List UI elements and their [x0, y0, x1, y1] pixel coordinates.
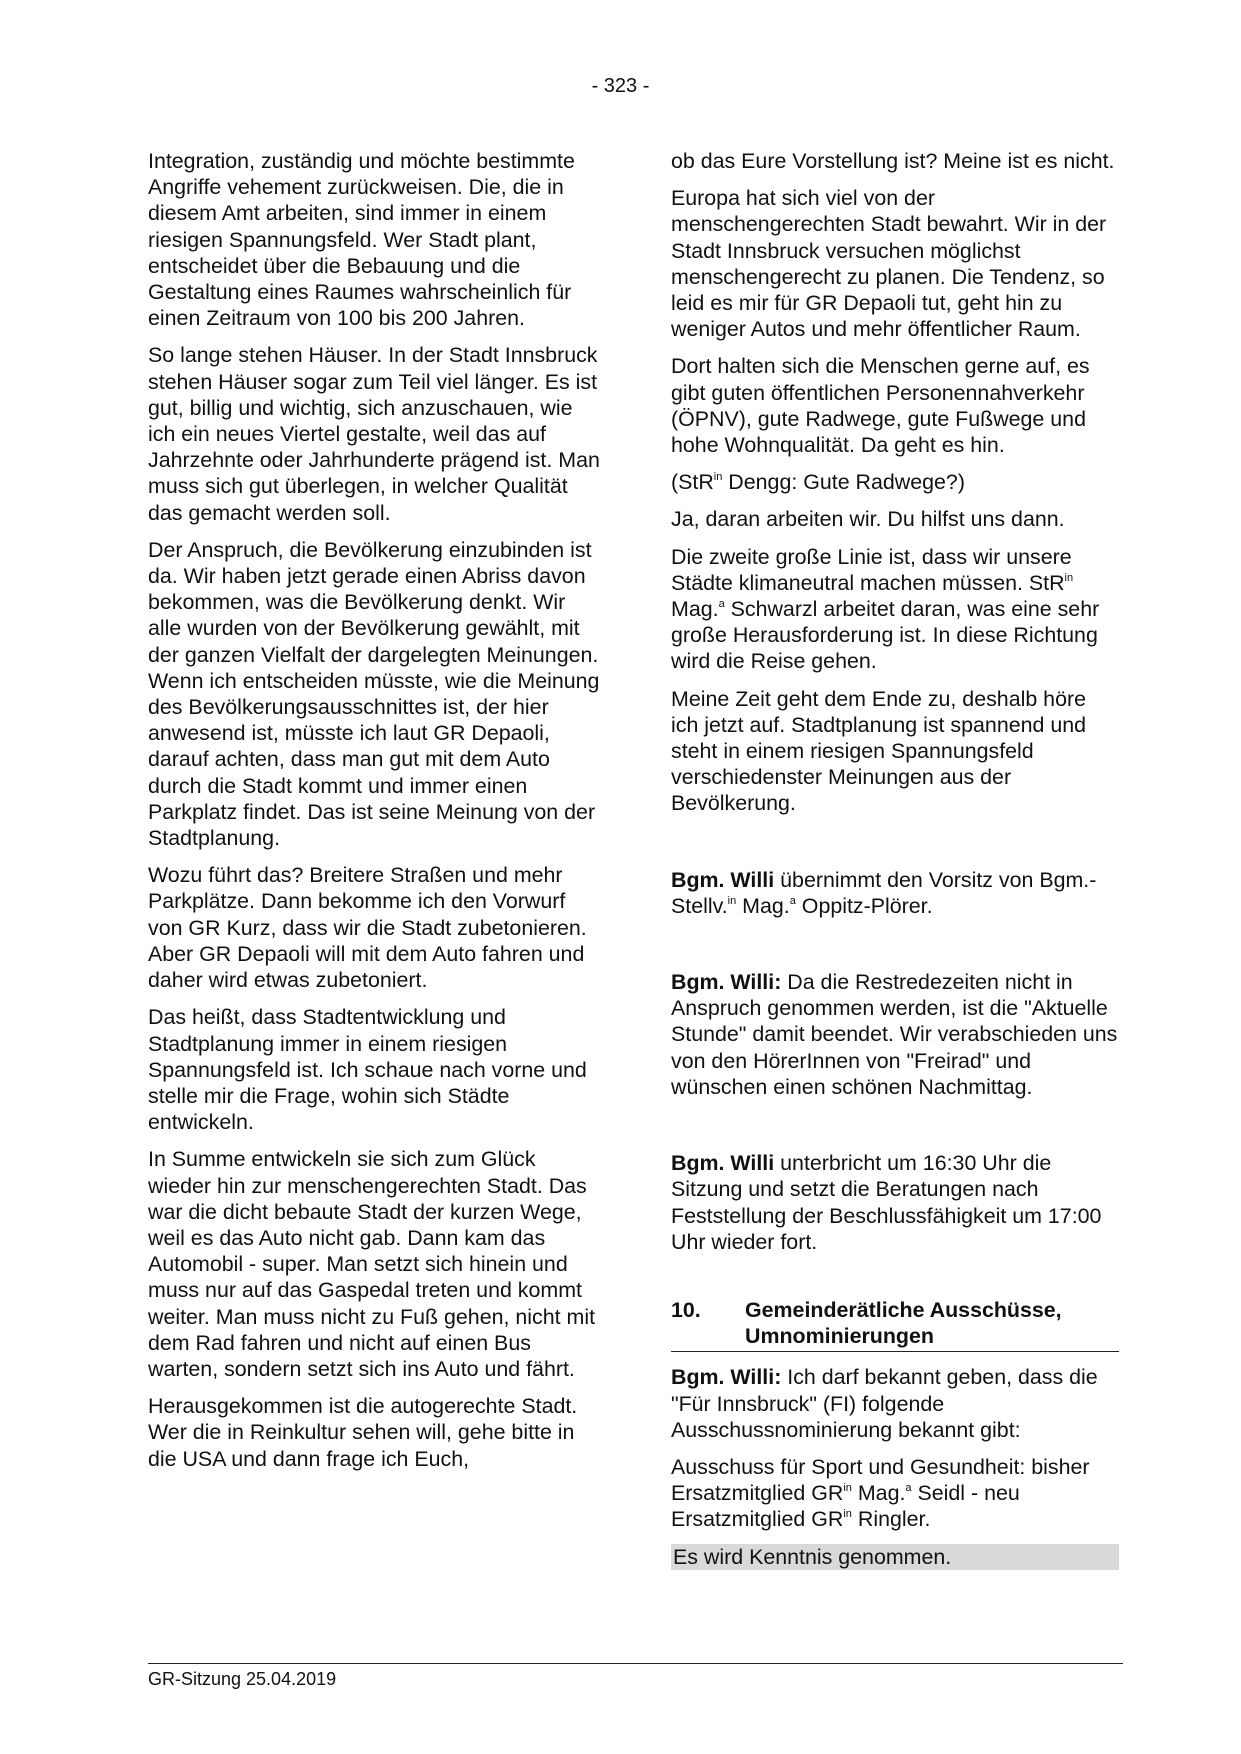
superscript: in — [727, 894, 737, 907]
speaker-statement — [671, 969, 1119, 1100]
text-span: Mag. — [851, 1481, 906, 1506]
paragraph: Wozu führt das? Breitere Straßen und mehr Parkplätze. Dann bekomme ich den Vorwurf von GR Kurz, dass wir die Stadt zubetonieren. Aber GR Depaoli will mit dem Auto fahren und daher wird etwas zubetoniert. — [148, 863, 587, 993]
superscript: in — [1064, 571, 1074, 584]
session-break-note — [671, 1150, 1119, 1255]
text-span: Oppitz-Plörer. — [795, 893, 933, 918]
footer: GR-Sitzung 25.04.2019 — [148, 1669, 337, 1689]
paragraph — [671, 1454, 1119, 1533]
text-span: Ausschuss für Sport und Gesundheit: bisher Ersatzmitglied GR — [671, 1454, 1090, 1506]
section-heading — [671, 1297, 1119, 1352]
superscript: in — [843, 1482, 852, 1495]
chair-transfer-note — [671, 867, 1119, 919]
speaker-name: Bgm. Willi — [671, 867, 775, 892]
section-number: 10. — [671, 1297, 701, 1322]
paragraph: Integration, zuständig und möchte bestimmte Angriffe vehement zurückweisen. Die, die in diesem Amt arbeiten, sind immer in einem riesigen Spannungsfeld. Wer Stadt plant, entscheidet über die Bebauung und die Gestaltung eines Raumes wahrscheinlich für einen Zeitraum von 100 bis 200 Jahren. — [148, 149, 575, 331]
section-title: Gemeinderätliche Ausschüsse, Umnominierungen — [745, 1297, 1062, 1349]
text-span: übernimmt den Vorsitz von Bgm.-Stellv. — [671, 867, 1097, 918]
paragraph: Der Anspruch, die Bevölkerung einzubinden ist da. Wir haben jetzt gerade einen Abriss davon bekommen, was die Bevölkerung denkt. Wir alle wurden von der Bevölkerung gewählt, mit der ganzen Vielfalt der dargelegten Meinungen. Wenn ich entscheiden müsste, wie die Meinung des Bevölkerungsausschnittes ist, der hier anwesend ist, müsste ich laut GR Depaoli, darauf achten, dass man gut mit dem Auto durch die Stadt kommt und immer einen Parkplatz findet. Das ist seine Meinung von der Stadtplanung. — [148, 537, 600, 851]
paragraph — [671, 544, 1119, 675]
footer-divider — [148, 1663, 1123, 1664]
text-span: Mag. — [671, 597, 719, 622]
paragraph: Das heißt, dass Stadtentwicklung und Stadtplanung immer in einem riesigen Spannungsfeld ist. Ich schaue nach vorne und stelle mir die Frage, wohin sich Städte entwickeln. — [148, 1005, 587, 1135]
text-span: unterbricht um 16:30 Uhr die Sitzung und setzt die Beratungen nach Feststellung der Beschlussfähigkeit um 17:00 Uhr wieder fort. — [671, 1151, 1102, 1254]
paragraph: Dort halten sich die Menschen gerne auf, es gibt guten öffentlichen Personennahverkehr (ÖPNV), gute Radwege, gute Fußwege und hohe Wohnqualität. Da geht es hin. — [671, 354, 1090, 458]
interjection — [671, 469, 1119, 495]
text-span: Mag. — [736, 893, 790, 918]
paragraph: In Summe entwickeln sie sich zum Glück wieder hin zur menschengerechten Stadt. Das war die dicht bebaute Stadt der kurzen Wege, weil es das Auto nicht gab. Dann kam das Automobil - super. Man setzt sich hinein und muss nur auf das Gaspedal treten und kommt weiter. Man muss nicht zu Fuß gehen, nicht mit dem Rad fahren und nicht auf einen Bus warten, sondern setzt sich ins Auto und fährt. — [148, 1147, 596, 1381]
paragraph: Ja, daran arbeiten wir. Du hilfst uns dann. — [671, 507, 1065, 532]
superscript: in — [713, 471, 723, 484]
right-column — [671, 148, 1119, 1570]
resolution-notice: Es wird Kenntnis genommen. — [671, 1544, 1119, 1570]
paragraph: ob das Eure Vorstellung ist? Meine ist es nicht. — [671, 149, 1115, 173]
superscript: a — [718, 598, 725, 611]
speaker-statement — [671, 1364, 1119, 1443]
paragraph: Herausgekommen ist die autogerechte Stadt. Wer die in Reinkultur sehen will, gehe bitte in die USA und dann frage ich Euch, — [148, 1394, 578, 1471]
text-span: Da die Restredezeiten nicht in Anspruch genommen werden, ist die "Aktuelle Stunde" damit beendet. Wir verabschieden uns von den HörerInnen von "Freirad" und wünschen einen schönen Nachmittag. — [671, 970, 1118, 1099]
left-column — [148, 148, 603, 1483]
speaker-name: Bgm. Willi: — [671, 1365, 782, 1390]
paragraph: Meine Zeit geht dem Ende zu, deshalb höre ich jetzt auf. Stadtplanung ist spannend und steht in einem riesigen Spannungsfeld verschiedenster Meinungen aus der Bevölkerung. — [671, 686, 1087, 816]
text-span: Dengg: Gute Radwege?) — [722, 470, 965, 495]
page-number: - 323 - — [591, 75, 650, 97]
text-span: Ringler. — [851, 1507, 931, 1532]
text-span: Ich darf bekannt geben, dass die "Für Innsbruck" (FI) folgende Ausschussnominierung bekannt gibt: — [671, 1365, 1098, 1442]
text-span: (StR — [671, 470, 714, 495]
speaker-name: Bgm. Willi: — [671, 970, 782, 995]
superscript: in — [843, 1508, 852, 1521]
text-span: Seidl - neu Ersatzmitglied GR — [671, 1481, 1020, 1532]
text-span: Die zweite große Linie ist, dass wir unsere Städte klimaneutral machen müssen. StR — [671, 544, 1072, 595]
speaker-name: Bgm. Willi — [671, 1151, 775, 1176]
superscript: a — [789, 894, 796, 907]
text-span: Schwarzl arbeitet daran, was eine sehr große Herausforderung ist. In diese Richtung wird die Reise gehen. — [671, 597, 1100, 674]
superscript: a — [905, 1482, 912, 1495]
paragraph: Europa hat sich viel von der menschengerechten Stadt bewahrt. Wir in der Stadt Innsbruck versuchen möglichst menschengerecht zu planen. Die Tendenz, so leid es mir für GR Depaoli tut, geht hin zu weniger Autos und mehr öffentlicher Raum. — [671, 186, 1107, 342]
paragraph: So lange stehen Häuser. In der Stadt Innsbruck stehen Häuser sogar zum Teil viel länger. Es ist gut, billig und wichtig, sich anzuschauen, wie ich ein neues Viertel gestalte, weil das auf Jahrzehnte oder Jahrhunderte prägend ist. Man muss sich gut überlegen, in welcher Qualität das gemacht werden soll. — [148, 343, 600, 525]
